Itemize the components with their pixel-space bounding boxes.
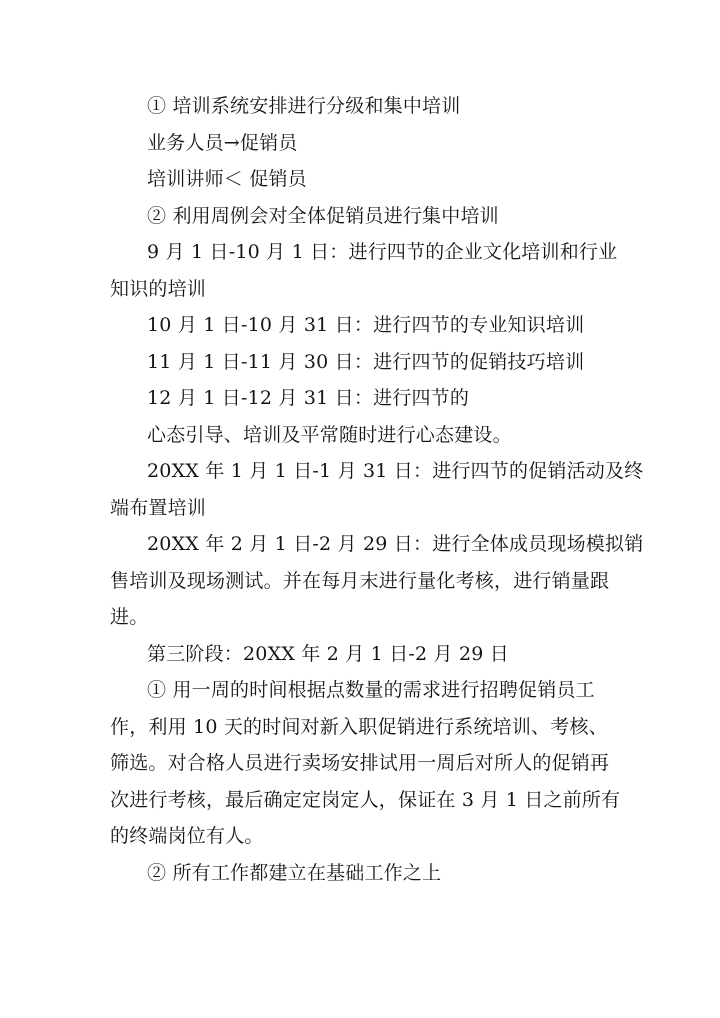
paragraph-line: 次进行考核，最后确定定岗定人，保证在 3 月 1 日之前所有 bbox=[110, 788, 621, 811]
paragraph-line: 11 月 1 日-11 月 30 日：进行四节的促销技巧培训 bbox=[147, 350, 585, 373]
paragraph-line: 端布置培训 bbox=[110, 496, 207, 519]
paragraph-line: 进。 bbox=[110, 606, 149, 628]
paragraph-line: 业务人员→促销员 bbox=[147, 131, 298, 154]
paragraph-line: ② 所有工作都建立在基础工作之上 bbox=[147, 861, 442, 884]
paragraph-line: ① 培训系统安排进行分级和集中培训 bbox=[147, 95, 461, 117]
paragraph-line: 筛选。对合格人员进行卖场安排试用一周后对所人的促销再 bbox=[110, 752, 610, 774]
paragraph-line: 售培训及现场测试。并在每月末进行量化考核，进行销量跟 bbox=[110, 569, 610, 592]
paragraph-line: 20XX 年 2 月 1 日-2 月 29 日：进行全体成员现场模拟销 bbox=[147, 533, 644, 555]
paragraph-line: 9 月 1 日-10 月 1 日：进行四节的企业文化培训和行业 bbox=[147, 241, 618, 263]
paragraph-line: 知识的培训 bbox=[110, 277, 207, 300]
paragraph-line: 作，利用 10 天的时间对新入职促销进行系统培训、考核、 bbox=[110, 715, 608, 738]
paragraph-line: 12 月 1 日-12 月 31 日：进行四节的 bbox=[147, 387, 470, 409]
paragraph-line: ① 用一周的时间根据点数量的需求进行招聘促销员工 bbox=[147, 679, 595, 701]
paragraph-line: ② 利用周例会对全体促销员进行集中培训 bbox=[147, 204, 499, 227]
paragraph-line: 10 月 1 日-10 月 31 日：进行四节的专业知识培训 bbox=[147, 314, 585, 336]
section-heading: 第三阶段：20XX 年 2 月 1 日-2 月 29 日 bbox=[147, 642, 510, 665]
paragraph-line: 心态引导、培训及平常随时进行心态建设。 bbox=[147, 423, 512, 446]
document-body bbox=[110, 88, 644, 891]
paragraph-line: 培训讲师＜ 促销员 bbox=[147, 168, 307, 190]
paragraph-line: 20XX 年 1 月 1 日-1 月 31 日：进行四节的促销活动及终 bbox=[147, 460, 644, 482]
paragraph-line: 的终端岗位有人。 bbox=[110, 825, 264, 847]
